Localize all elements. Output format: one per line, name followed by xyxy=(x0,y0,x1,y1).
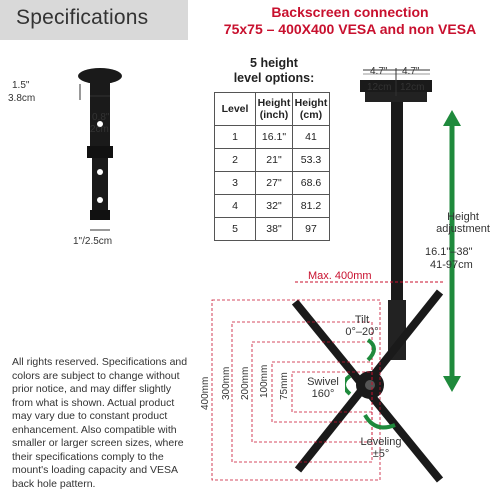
tilt-value: 0°–20° xyxy=(345,326,379,338)
page-title: Specifications xyxy=(16,6,149,29)
vesa-height-100: 100mm xyxy=(259,364,270,398)
table-cell: 68.6 xyxy=(293,172,330,195)
swivel-value: 160° xyxy=(311,388,335,400)
leveling-label xyxy=(356,436,406,460)
table-cell: 16.1" xyxy=(256,126,293,149)
leveling-label-text: Leveling xyxy=(360,436,402,448)
pole-inner-dim: 0.8" xyxy=(92,112,110,123)
column-header: Level xyxy=(215,93,256,126)
pole-bottom-dim: 1"/2.5cm xyxy=(73,236,113,247)
pole-inner-dim-cm: 2cm xyxy=(90,124,109,135)
pole-detail-illustration xyxy=(40,60,180,260)
plate-dim-inch-left: 4.7" xyxy=(370,66,388,77)
swivel-label-text: Swivel xyxy=(307,376,339,388)
tilt-label-text: Tilt xyxy=(354,314,370,326)
table-cell: 5 xyxy=(215,218,256,241)
height-adj-range-inch: 16.1"–38" xyxy=(425,246,473,258)
vesa-height-300: 300mm xyxy=(221,366,232,400)
height-adj-line-2: adjustment xyxy=(436,223,490,235)
table-cell: 3 xyxy=(215,172,256,195)
leveling-value: ±5° xyxy=(372,448,390,460)
table-cell: 2 xyxy=(215,149,256,172)
height-adj-range-cm: 41-97cm xyxy=(430,259,473,271)
height-adj-line-1: Height xyxy=(447,211,479,223)
table-cell: 4 xyxy=(215,195,256,218)
table-cell: 27" xyxy=(256,172,293,195)
column-header: Height (inch) xyxy=(256,93,293,126)
vesa-height-200: 200mm xyxy=(240,366,251,400)
pole-top-dim-cm: 3.8cm xyxy=(8,93,36,104)
table-cell: 53.3 xyxy=(293,149,330,172)
table-cell: 1 xyxy=(215,126,256,149)
table-cell: 32" xyxy=(256,195,293,218)
disclaimer-note: All rights reserved. Specifications and colors are subject to change without prior notice, and may differ slightly from what is shown. Actual product may vary due to constant product enhancement. Also compatible with smaller or larger screen sizes, where their specifications comply to the mount's loading capacity and VESA back hole pattern. xyxy=(12,356,188,490)
plate-dim-cm-left: 12cm xyxy=(367,82,392,93)
table-cell: 97 xyxy=(293,218,330,241)
pole-top-dim: 1.5" xyxy=(12,80,30,91)
tilt-label xyxy=(337,314,387,338)
height-title-line-1: 5 height xyxy=(250,56,298,70)
max-width-label: Max. 400mm xyxy=(308,270,372,282)
plate-dim-cm-right: 12cm xyxy=(400,82,425,93)
vesa-height-400: 400mm xyxy=(200,376,211,410)
table-cell: 81.2 xyxy=(293,195,330,218)
height-adjustment-label xyxy=(433,211,493,235)
table-cell: 41 xyxy=(293,126,330,149)
backscreen-line-2: 75x75 – 400X400 VESA and non VESA xyxy=(223,21,477,37)
height-title-line-2: level options: xyxy=(233,71,315,85)
backscreen-connection-heading xyxy=(205,4,495,38)
backscreen-line-1: Backscreen connection xyxy=(271,4,429,20)
swivel-label xyxy=(301,376,345,400)
column-header: Height (cm) xyxy=(293,93,330,126)
vesa-height-75: 75mm xyxy=(279,372,290,400)
table-cell: 38" xyxy=(256,218,293,241)
plate-dim-inch-right: 4.7" xyxy=(402,66,420,77)
table-cell: 21" xyxy=(256,149,293,172)
